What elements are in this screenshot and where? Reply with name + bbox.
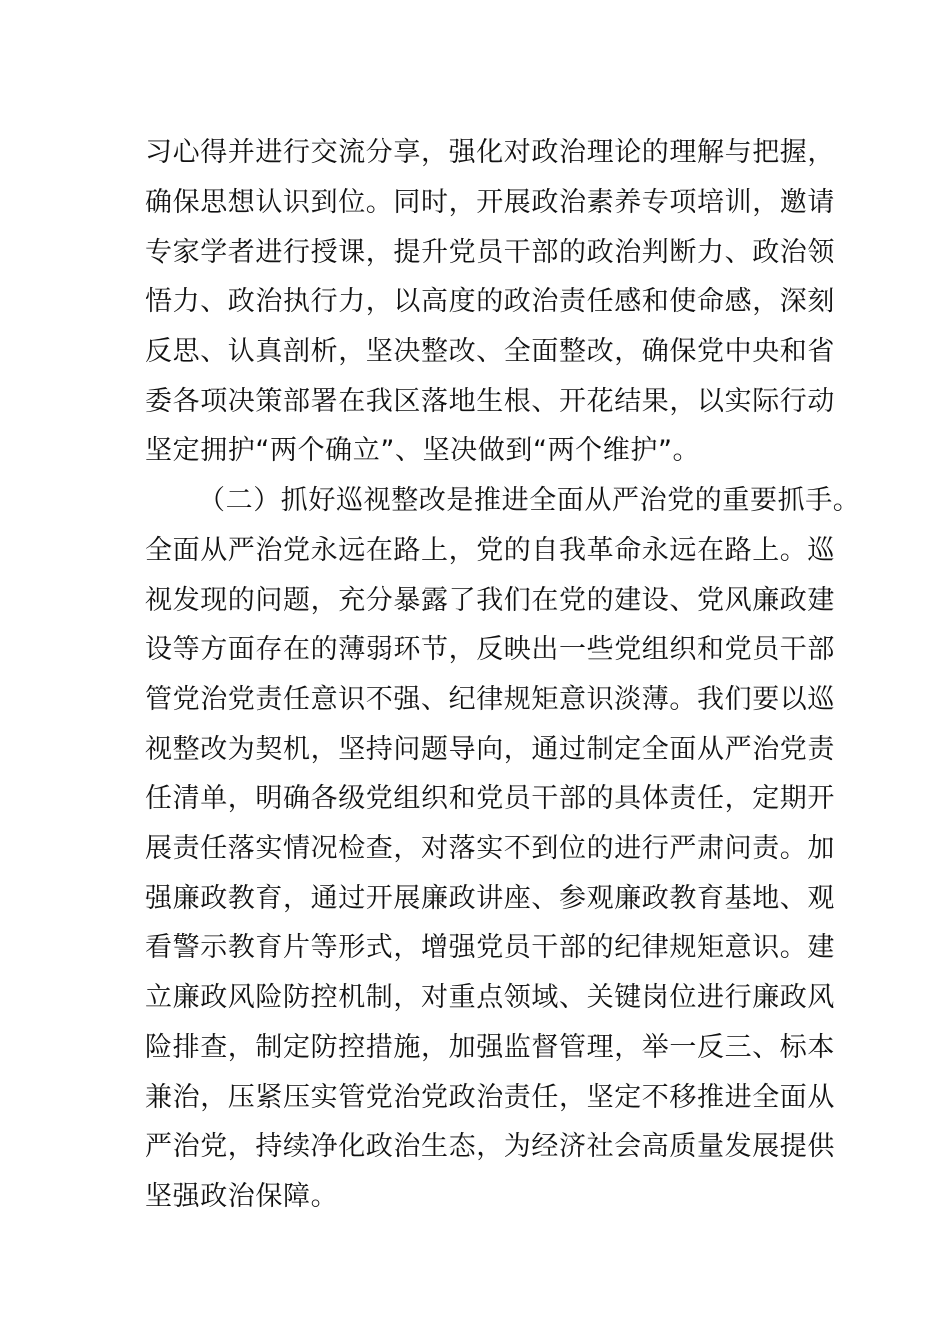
text-line: 坚强政治保障。 [145,1181,339,1212]
text-line: 反思、认真剖析，坚决整改、全面整改，确保党中央和省 [145,336,835,367]
text-line: 专家学者进行授课，提升党员干部的政治判断力、政治领 [145,237,835,268]
text-line: 兼治，压紧压实管党治党政治责任，坚定不移推进全面从 [145,1082,835,1113]
text-line: 视整改为契机，坚持问题导向，通过制定全面从严治党责 [145,734,835,765]
text-line: 坚定拥护“两个确立”、坚决做到“两个维护”。 [145,435,701,466]
text-line: 看警示教育片等形式，增强党员干部的纪律规矩意识。建 [145,932,835,963]
text-line: 设等方面存在的薄弱环节，反映出一些党组织和党员干部 [145,634,835,665]
text-line: 全面从严治党永远在路上，党的自我革命永远在路上。巡 [145,535,835,566]
text-line: 任清单，明确各级党组织和党员干部的具体责任，定期开 [145,783,835,814]
text-line: 悟力、政治执行力，以高度的政治责任感和使命感，深刻 [145,286,835,317]
text-line: 强廉政教育，通过开展廉政讲座、参观廉政教育基地、观 [145,883,835,914]
text-line: 严治党，持续净化政治生态，为经济社会高质量发展提供 [145,1131,835,1162]
text-line: 展责任落实情况检查，对落实不到位的进行严肃问责。加 [145,833,835,864]
text-line: 确保思想认识到位。同时，开展政治素养专项培训，邀请 [145,187,835,218]
text-line: 委各项决策部署在我区落地生根、开花结果，以实际行动 [145,386,835,417]
text-line: 视发现的问题，充分暴露了我们在党的建设、党风廉政建 [145,585,835,616]
text-line: 立廉政风险防控机制，对重点领域、关键岗位进行廉政风 [145,982,835,1013]
section-heading: （二）抓好巡视整改是推进全面从严治党的重要抓手。 [198,485,861,516]
text-line: 管党治党责任意识不强、纪律规矩意识淡薄。我们要以巡 [145,684,835,715]
text-line: 险排查，制定防控措施，加强监督管理，举一反三、标本 [145,1032,835,1063]
text-line: 习心得并进行交流分享，强化对政治理论的理解与把握， [145,137,835,168]
